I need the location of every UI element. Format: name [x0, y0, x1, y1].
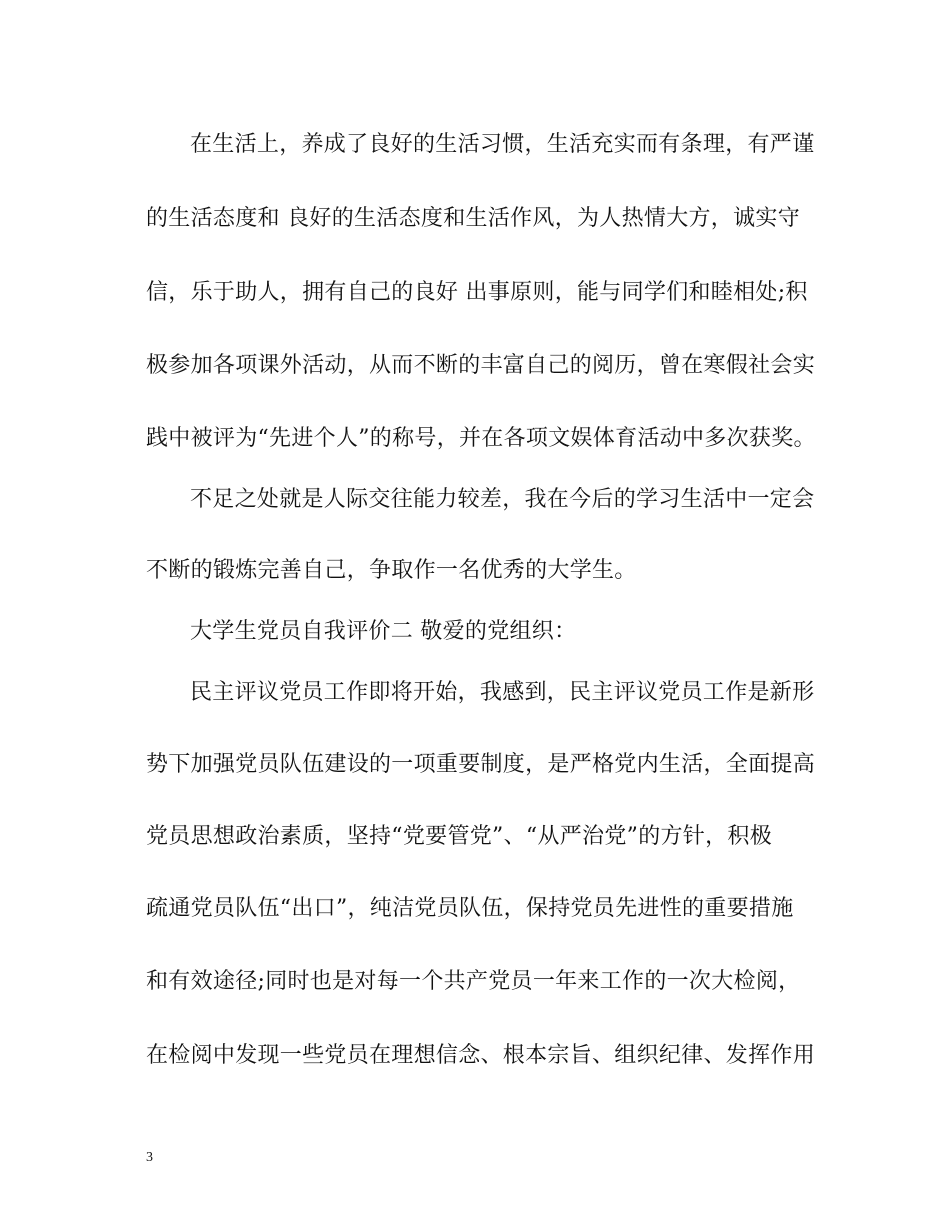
text-line-3: 信，乐于助人，拥有自己的良好 出事原则，能与同学们和睦相处;积	[146, 280, 808, 305]
text-line-11: 党员思想政治素质，坚持“党要管党”、“从严治党”的方针，积极	[146, 824, 772, 849]
section-heading-line: 大学生党员自我评价二 敬爱的党组织：	[190, 619, 577, 644]
text-line-2: 的生活态度和 良好的生活态度和生活作风，为人热情大方，诚实守	[146, 206, 800, 231]
text-line-5: 践中被评为“先进个人”的称号，并在各项文娱体育活动中多次获奖。	[146, 426, 816, 451]
text-line-10: 势下加强党员队伍建设的一项重要制度，是严格党内生活，全面提高	[146, 752, 816, 777]
text-line-14: 在检阅中发现一些党员在理想信念、根本宗旨、组织纪律、发挥作用	[146, 1043, 816, 1068]
text-line-7: 不断的锻炼完善自己，争取作一名优秀的大学生。	[146, 558, 637, 583]
text-line-13: 和有效途径;同时也是对每一个共产党员一年来工作的一次大检阅，	[146, 969, 801, 994]
page-number: 3	[146, 1150, 153, 1165]
text-line-9: 民主评议党员工作即将开始，我感到，民主评议党员工作是新形	[190, 680, 815, 705]
text-line-12: 疏通党员队伍“出口”，纯洁党员队伍，保持党员先进性的重要措施	[146, 896, 794, 921]
text-line-4: 极参加各项课外活动，从而不断的丰富自己的阅历，曾在寒假社会实	[146, 353, 816, 378]
text-line-1: 在生活上，养成了良好的生活习惯，生活充实而有条理，有严谨	[190, 132, 815, 157]
text-line-6: 不足之处就是人际交往能力较差，我在今后的学习生活中一定会	[190, 487, 815, 512]
